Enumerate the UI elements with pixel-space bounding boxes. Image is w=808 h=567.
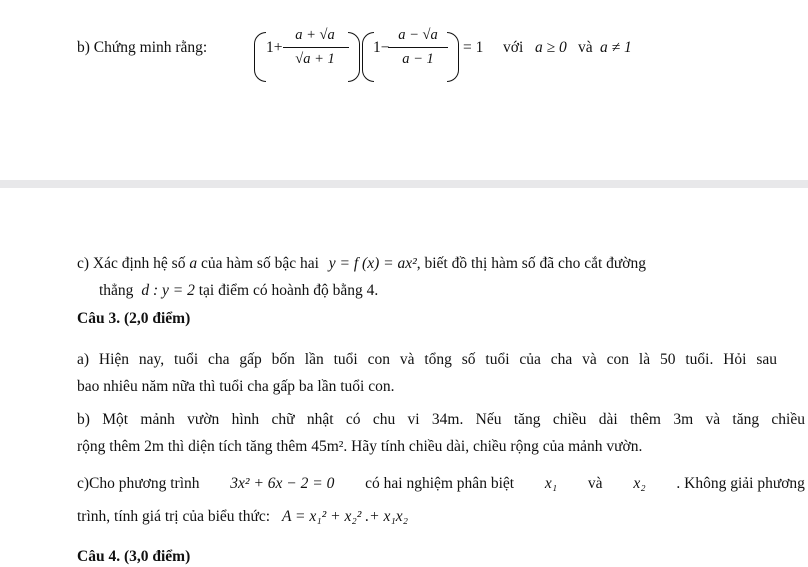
part-c-text-5: tại điểm có hoành độ bằng 4.	[198, 282, 379, 299]
right-paren-2	[447, 32, 459, 82]
fraction-1-bar	[283, 47, 349, 48]
q3-b-text-2: . Hãy tính chiều dài, chiều rộng của mảnh vườn.	[343, 438, 643, 455]
part-c-text-4: thẳng	[99, 282, 134, 299]
one-minus: 1−	[373, 39, 390, 56]
part-b-formula	[0, 16, 808, 76]
part-b-label: b) Chứng minh rằng:	[77, 39, 208, 56]
area-value: 45m²	[311, 438, 344, 455]
part-c-line-2	[99, 281, 378, 301]
fraction-1-denominator: √a + 1	[295, 51, 335, 67]
root-x2: x₂	[633, 475, 646, 492]
q3-c-text-1: c)Cho phương trình	[77, 475, 200, 492]
left-paren-1	[254, 32, 266, 82]
q3-c-text-4: trình, tính giá trị của biểu thức:	[77, 508, 271, 525]
equals-one: = 1	[463, 39, 484, 56]
q3-b-line-2	[77, 437, 642, 457]
expression-a: A = x₁² + x₂² .+ x₁x₂	[281, 508, 408, 525]
fraction-1-numerator: a + √a	[295, 27, 335, 43]
q3-c-line-1	[77, 474, 805, 494]
and-word: và	[578, 39, 593, 56]
question-3-heading: Câu 3. (2,0 điểm)	[77, 310, 191, 327]
coefficient-a: a	[189, 255, 198, 272]
root-x1: x₁	[544, 475, 558, 492]
q3-a-line-2: bao nhiêu năm nữa thì tuổi cha gấp ba lần tuổi con.	[77, 378, 395, 395]
one-plus: 1+	[266, 39, 283, 56]
part-c-text-3: , biết đồ thị hàm số đã cho cắt đường	[416, 255, 646, 272]
q3-c-text-2: có hai nghiệm phân biệt	[365, 475, 515, 492]
right-paren-1	[348, 32, 360, 82]
quadratic-function: y = f (x) = ax²	[328, 255, 417, 272]
line-equation: d : y = 2	[141, 282, 195, 299]
question-4-heading: Câu 4. (3,0 điểm)	[77, 548, 191, 565]
fraction-2-bar	[388, 47, 448, 48]
condition-2: a ≠ 1	[600, 39, 632, 56]
q3-a-line-1: a) Hiện nay, tuổi cha gấp bốn lần tuổi con và tổng số tuổi của cha và con là 50 tuổi. Hỏi sau	[77, 351, 777, 368]
condition-1: a ≥ 0	[535, 39, 567, 56]
q3-c-text-3: . Không giải phương	[676, 475, 805, 492]
part-c-text-1: c) Xác định hệ số	[77, 255, 186, 272]
part-c-line-1	[77, 254, 646, 274]
page-divider	[0, 180, 808, 188]
q3-c-line-2	[77, 507, 408, 527]
fraction-2-numerator: a − √a	[398, 27, 438, 43]
with-word: với	[503, 39, 524, 56]
part-c-text-2: của hàm số bậc hai	[200, 255, 319, 272]
q3-b-line-1: b) Một mảnh vườn hình chữ nhật có chu vi 34m. Nếu tăng chiều dài thêm 3m và tăng chiều	[77, 411, 805, 428]
q3-b-text-1: rộng thêm 2m thì diện tích tăng thêm	[77, 438, 308, 455]
quadratic-equation: 3x² + 6x − 2 = 0	[230, 475, 335, 492]
fraction-2-denominator: a − 1	[402, 51, 434, 67]
q3-c-and: và	[587, 475, 603, 492]
